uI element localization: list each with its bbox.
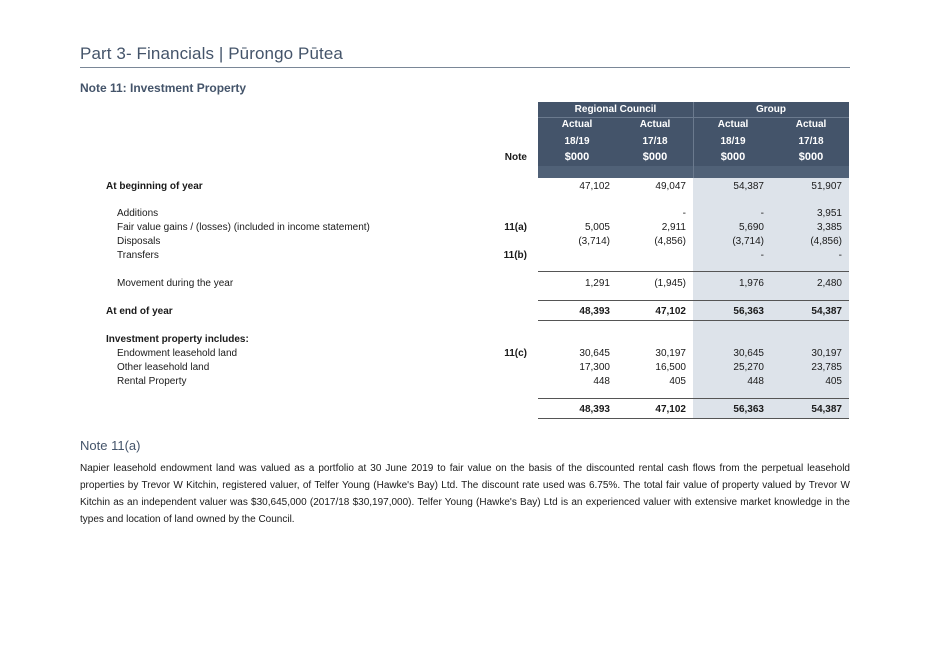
- col-year-4: 17/18: [798, 136, 824, 147]
- cell: 3,951: [816, 208, 842, 219]
- row-label: Endowment leasehold land: [117, 348, 238, 359]
- cell: 48,393: [579, 306, 610, 317]
- subtotal-rule: [538, 398, 849, 399]
- cell: 2,480: [816, 278, 842, 289]
- col-unit-4: $000: [798, 151, 824, 163]
- row-note: 11(c): [504, 348, 527, 359]
- row-note: 11(b): [503, 250, 527, 261]
- col-year-3: 18/19: [720, 136, 746, 147]
- cell: 405: [669, 376, 686, 387]
- cell: 1,976: [738, 278, 764, 289]
- row-label: Fair value gains / (losses) (included in income statement): [117, 222, 370, 233]
- cell: 56,363: [733, 404, 764, 415]
- col-actual-4: Actual: [795, 119, 827, 130]
- subtotal-rule: [538, 300, 849, 301]
- table-row: [0, 207, 928, 221]
- cell: 5,005: [584, 222, 610, 233]
- table-row: [0, 305, 928, 319]
- cell: (1,945): [654, 278, 686, 289]
- page-title: Part 3- Financials | Pūrongo Pūtea: [80, 44, 343, 63]
- cell: 25,270: [733, 362, 764, 373]
- cell: 3,385: [816, 222, 842, 233]
- cell: (3,714): [578, 236, 610, 247]
- cell: -: [682, 208, 686, 219]
- total-rule: [538, 418, 849, 419]
- cell: 30,197: [655, 348, 686, 359]
- row-note: 11(a): [504, 222, 527, 233]
- table-row: [0, 361, 928, 375]
- row-label: Rental Property: [117, 376, 187, 387]
- cell: 30,197: [811, 348, 842, 359]
- cell: 448: [593, 376, 610, 387]
- cell: 48,393: [579, 404, 610, 415]
- row-label: Other leasehold land: [117, 362, 210, 373]
- note-column-header: Note: [504, 152, 527, 163]
- table-row: [0, 249, 928, 263]
- cell: 49,047: [655, 181, 686, 192]
- col-actual-1: Actual: [561, 119, 593, 130]
- row-label: At beginning of year: [106, 181, 203, 192]
- table-row: [0, 221, 928, 235]
- cell: 16,500: [655, 362, 686, 373]
- cell: 47,102: [579, 181, 610, 192]
- cell: 54,387: [811, 404, 842, 415]
- cell: 448: [747, 376, 764, 387]
- cell: 47,102: [655, 404, 686, 415]
- table-row: [0, 333, 928, 347]
- cell: (4,856): [810, 236, 842, 247]
- table-row: [0, 403, 928, 417]
- col-unit-3: $000: [720, 151, 746, 163]
- cell: (4,856): [654, 236, 686, 247]
- row-label: Investment property includes:: [106, 334, 249, 345]
- col-unit-1: $000: [564, 151, 590, 163]
- row-label: Transfers: [117, 250, 159, 261]
- cell: (3,714): [732, 236, 764, 247]
- cell: 2,911: [661, 222, 686, 233]
- total-rule: [538, 320, 849, 321]
- cell: 54,387: [811, 306, 842, 317]
- note-11a-paragraph: Napier leasehold endowment land was valued as a portfolio at 30 June 2019 to fair value on the basis of the discounted rental cash flows from the perpetual leasehold properties by Trevor W Kitchin, registered valuer, of Telfer Young (Hawke's Bay) Ltd. The discount rate used was 6.75%. The total fair value of property valued by Trevor W Kitchin as an independent valuer was $30,645,000 (2017/18 $30,197,000). Telfer Young (Hawke's Bay) Ltd is an experienced valuer with extensive market knowledge in the types and location of land owned by the Council.: [80, 463, 850, 525]
- row-label: Movement during the year: [117, 278, 234, 289]
- title-divider: [80, 67, 850, 68]
- cell: 47,102: [655, 306, 686, 317]
- group-label-regional-council: Regional Council: [574, 104, 657, 115]
- subtotal-rule: [538, 271, 849, 272]
- row-label: At end of year: [106, 306, 173, 317]
- cell: -: [760, 250, 764, 261]
- row-label: Additions: [117, 208, 159, 219]
- cell: 30,645: [733, 348, 764, 359]
- cell: -: [760, 208, 764, 219]
- table-row: [0, 180, 928, 194]
- group-label-group: Group: [756, 104, 786, 115]
- col-unit-2: $000: [642, 151, 668, 163]
- table-row: [0, 347, 928, 361]
- cell: 54,387: [733, 181, 764, 192]
- col-year-1: 18/19: [564, 136, 590, 147]
- cell: 30,645: [579, 348, 610, 359]
- cell: 51,907: [811, 181, 842, 192]
- table-row: [0, 235, 928, 249]
- cell: 5,690: [738, 222, 764, 233]
- cell: 1,291: [584, 278, 610, 289]
- table-row: [0, 375, 928, 389]
- header-group-underline: [538, 117, 849, 118]
- row-label: Disposals: [117, 236, 161, 247]
- cell: 17,300: [579, 362, 610, 373]
- col-actual-3: Actual: [717, 119, 749, 130]
- col-actual-2: Actual: [639, 119, 671, 130]
- note-heading: Note 11: Investment Property: [80, 81, 247, 95]
- col-year-2: 17/18: [642, 136, 668, 147]
- table-row: [0, 277, 928, 291]
- cell: 56,363: [733, 306, 764, 317]
- cell: -: [838, 250, 842, 261]
- cell: 405: [825, 376, 842, 387]
- note-11a-heading: Note 11(a): [80, 438, 141, 453]
- cell: 23,785: [811, 362, 842, 373]
